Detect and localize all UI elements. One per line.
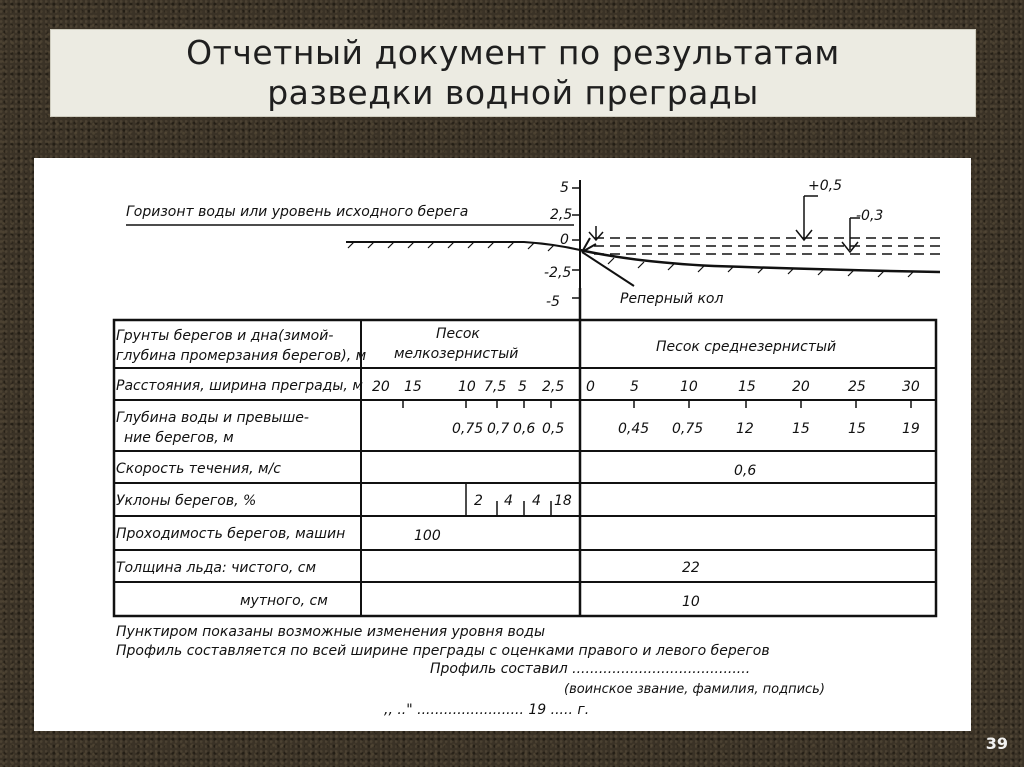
level-down-label: -0,3 [856,208,884,224]
note-line-2: Профиль составляется по всей ширине преграды с оценками правого и левого берегов [116,643,770,659]
ice-murky-value: 10 [682,594,700,610]
soil-left-1: Песок [436,326,480,342]
date-line: ,, .." ........................ 19 ..... г. [384,702,590,718]
scale-5: 5 [560,180,569,196]
title-box [50,29,976,117]
dist-r10: 10 [680,379,698,395]
dist-10: 10 [458,379,476,395]
slope-3: 4 [532,493,541,509]
dist-r5: 5 [630,379,639,395]
row-soil-label-2: глубина промерзания берегов), м [116,348,367,364]
row-ice-murky-label: мутного, см [240,593,328,609]
row-depth-label-2: ние берегов, м [124,430,234,446]
slope-2: 4 [504,493,513,509]
scale-0: 0 [560,232,569,248]
depth-l2: 0,7 [487,421,510,437]
report-document [34,158,971,731]
passability-value: 100 [414,528,441,544]
row-slope-label: Уклоны берегов, % [116,493,257,509]
speed-value: 0,6 [734,463,757,479]
row-passability-label: Проходимость берегов, машин [116,526,346,542]
compiled-by: Профиль составил ........................................ [430,661,751,677]
row-speed-label: Скорость течения, м/с [116,461,282,477]
dist-20: 20 [372,379,390,395]
dist-5: 5 [518,379,527,395]
row-depth-label-1: Глубина воды и превыше- [116,410,309,426]
document-drawing [34,158,971,731]
page-number: 39 [985,734,1008,753]
river-profile [126,178,940,310]
title-line-2: разведки водной преграды [267,73,759,112]
benchmark-label: Реперный кол [620,291,724,307]
scale-2-5: 2,5 [550,207,573,223]
title-line-1: Отчетный документ по результатам [186,33,840,72]
dist-r15: 15 [738,379,756,395]
dist-15: 15 [404,379,422,395]
depth-r4: 15 [792,421,810,437]
soil-left-2: мелкозернистый [394,346,519,362]
dist-r25: 25 [848,379,866,395]
level-up-label: +0,5 [808,178,842,194]
dist-r30: 30 [902,379,920,395]
row-ice-clean-label: Толщина льда: чистого, см [116,560,317,576]
row-soil-label-1: Грунты берегов и дна(зимой- [116,328,334,344]
dist-0: 0 [586,379,595,395]
dist-2-5: 2,5 [542,379,565,395]
dist-7-5: 7,5 [484,379,507,395]
row-distance-label: Расстояния, ширина преграды, м [116,378,363,394]
scale-minus-5: -5 [546,294,560,310]
ice-clean-value: 22 [682,560,700,576]
scale-minus-2-5: -2,5 [544,265,572,281]
dist-r20: 20 [792,379,810,395]
notes [116,624,825,718]
depth-l3: 0,6 [513,421,536,437]
soil-right: Песок среднезернистый [656,339,837,355]
water-horizon-label: Горизонт воды или уровень исходного берега [126,204,469,220]
depth-r3: 12 [736,421,754,437]
note-line-1: Пунктиром показаны возможные изменения уровня воды [116,624,546,640]
slope-1: 2 [474,493,483,509]
slope-4: 18 [554,493,572,509]
depth-l1: 0,75 [452,421,484,437]
depth-r6: 19 [902,421,920,437]
depth-r1: 0,45 [618,421,650,437]
depth-r2: 0,75 [672,421,704,437]
depth-l4: 0,5 [542,421,565,437]
depth-r5: 15 [848,421,866,437]
signature-hint: (воинское звание, фамилия, подпись) [564,682,825,697]
